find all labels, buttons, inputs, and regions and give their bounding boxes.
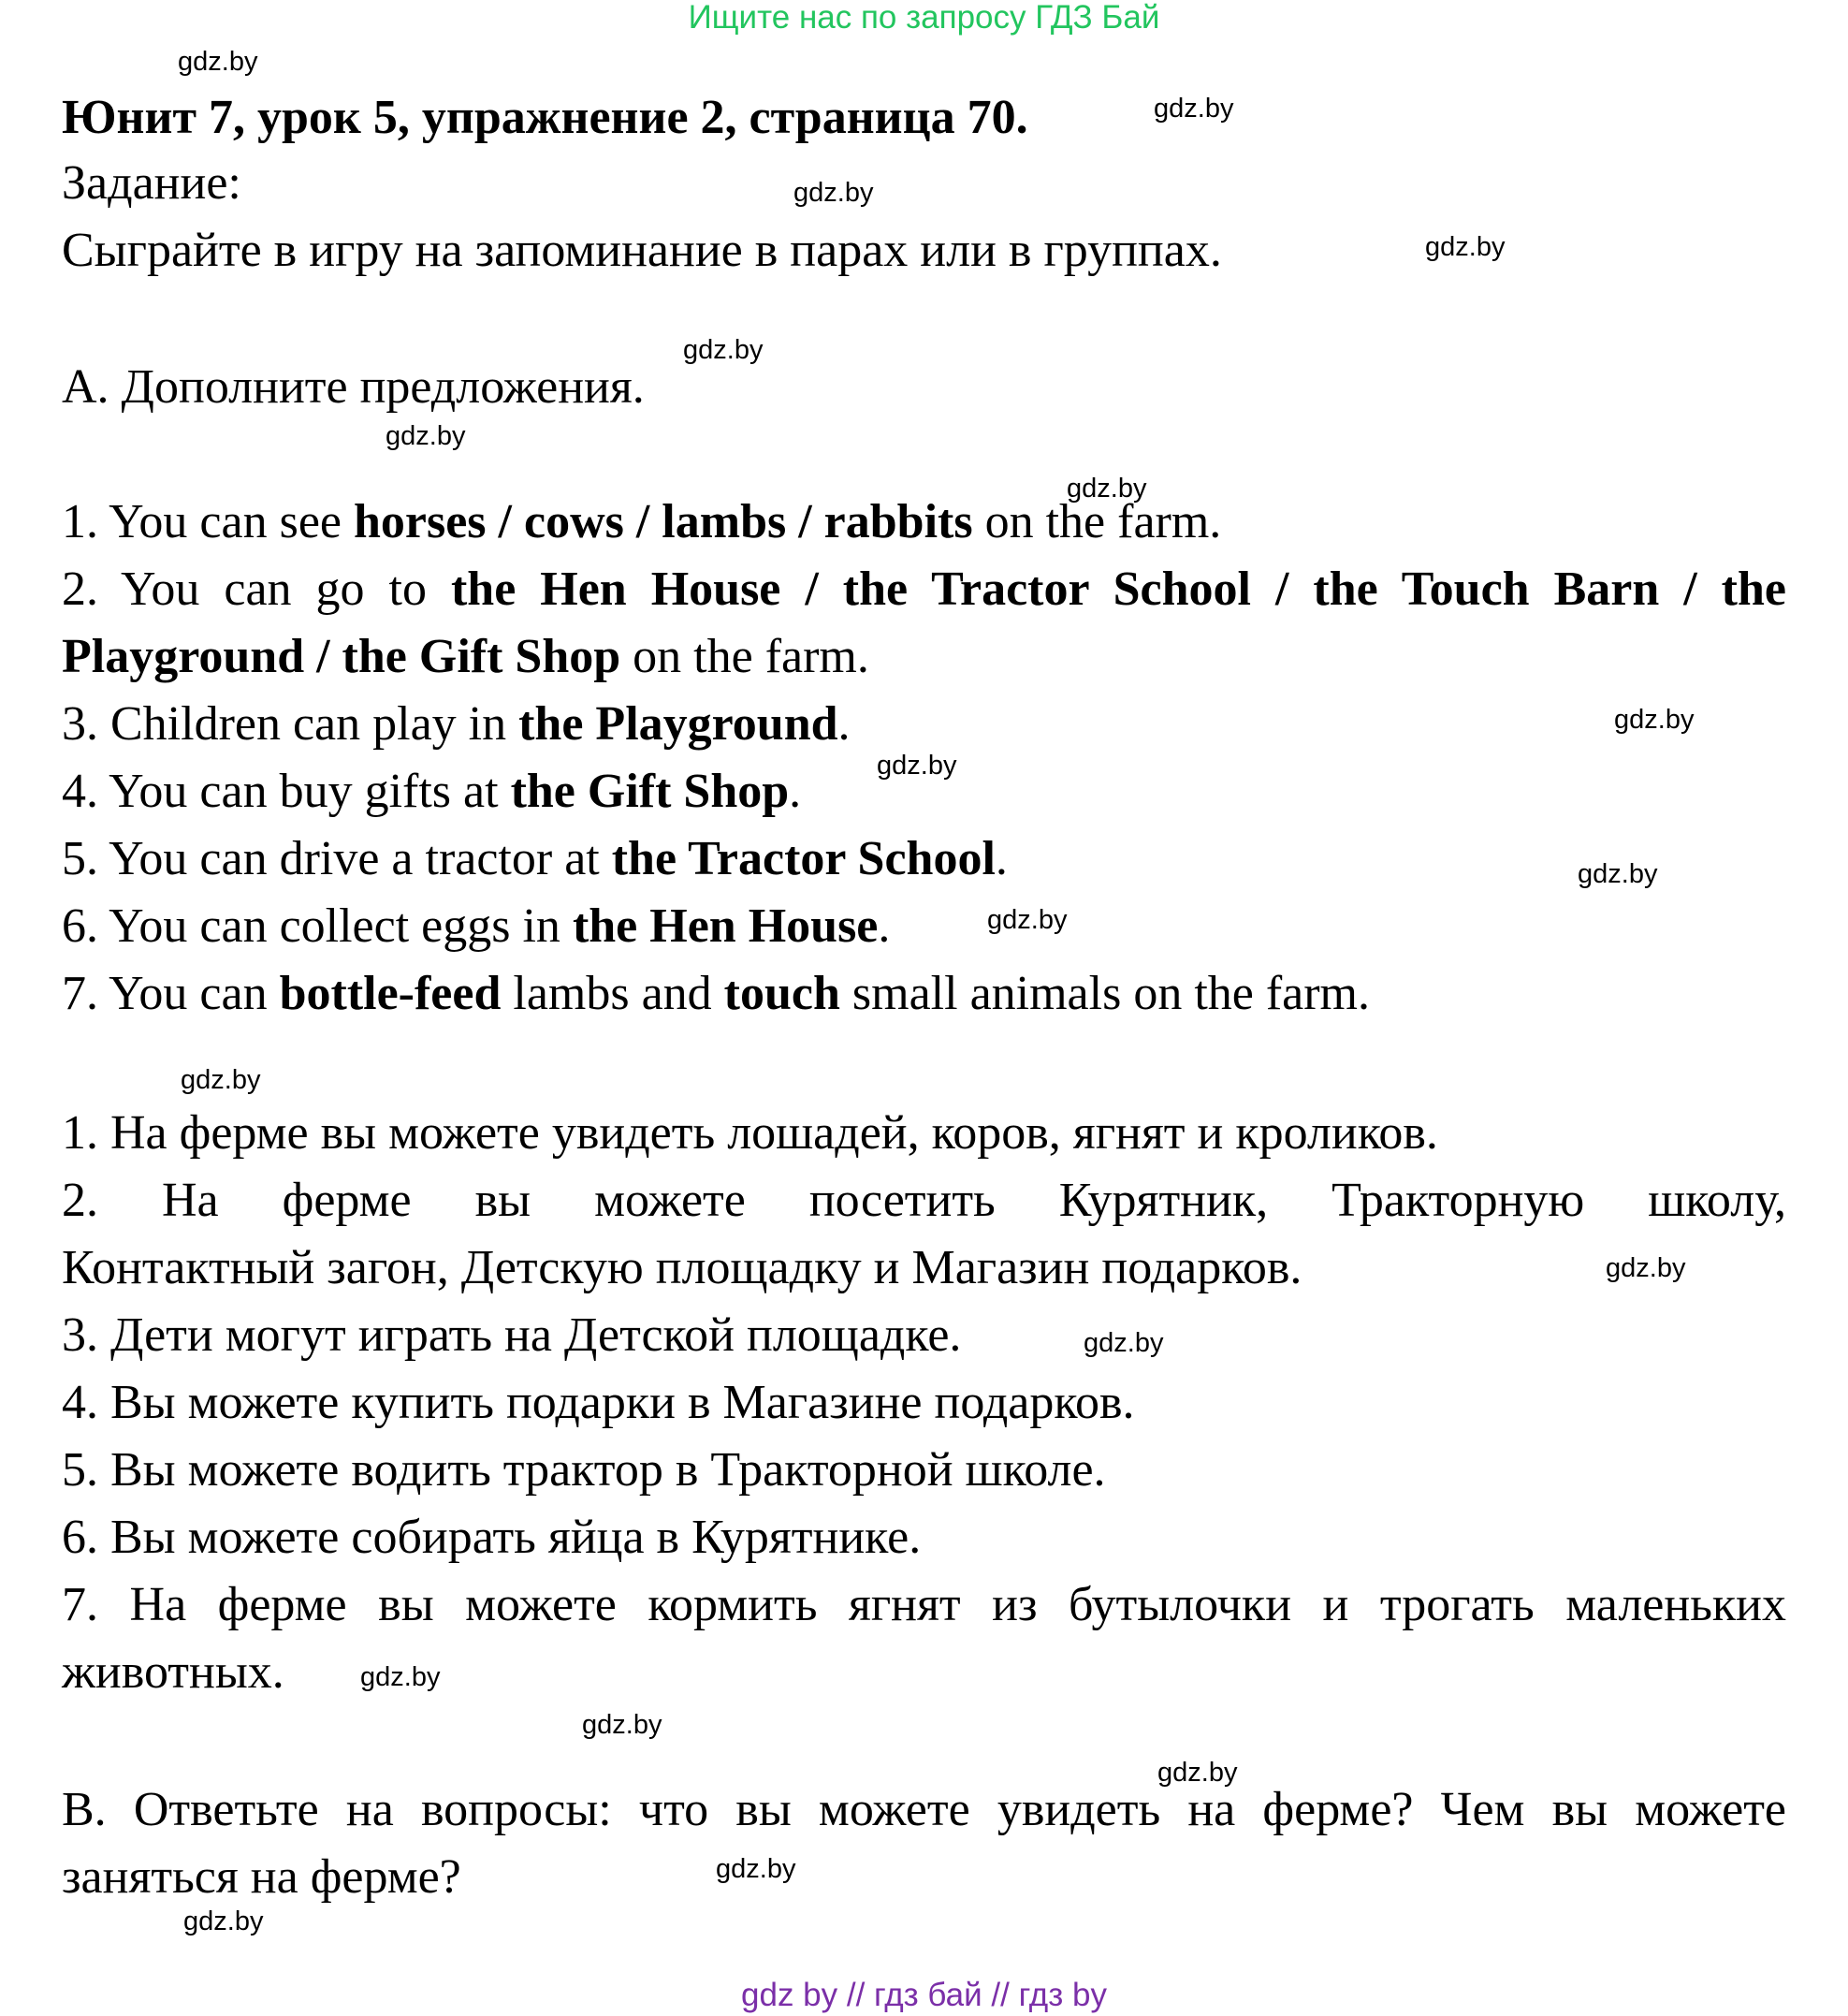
sentence-text: small animals on the farm. [839, 967, 1371, 1020]
answer-bold: the Tractor School [611, 832, 996, 885]
english-sentence [62, 489, 1786, 556]
russian-sentence-continued: животных. [62, 1645, 284, 1699]
sentence-text: on the farm. [972, 495, 1222, 548]
russian-sentence: 2. На ферме вы можете посетить Курятник, Тракторную школу, [62, 1174, 1786, 1227]
answer-bold: horses / cows / lambs / rabbits [353, 495, 973, 548]
english-sentence-continued [62, 623, 1786, 691]
sentence-text: 7. You can [62, 967, 280, 1020]
top-banner[interactable]: Ищите нас по запросу ГДЗ Бай [688, 0, 1160, 36]
answer-bold: the Gift Shop [510, 765, 790, 818]
watermark: gdz.by [1154, 94, 1234, 124]
answer-bold: bottle-feed [279, 967, 502, 1020]
watermark: gdz.by [360, 1662, 441, 1692]
watermark: gdz.by [582, 1710, 662, 1740]
answer-bold: Playground / the Gift Shop [62, 630, 621, 683]
watermark: gdz.by [178, 47, 258, 77]
english-sentence [62, 556, 1786, 623]
task-label: Задание: [62, 156, 241, 210]
russian-sentence: 3. Дети могут играть на Детской площадке. [62, 1308, 962, 1362]
sentence-text: 5. You can drive a tractor at [62, 832, 612, 885]
sentence-text: 4. You can buy gifts at [62, 765, 511, 818]
footer-links[interactable]: gdz by // гдз бай // гдз by [741, 1977, 1107, 2013]
answer-bold: the Hen House [572, 899, 879, 953]
watermark: gdz.by [183, 1906, 264, 1936]
russian-sentence: 4. Вы можете купить подарки в Магазине подарков. [62, 1376, 1135, 1429]
watermark: gdz.by [1425, 232, 1506, 262]
watermark: gdz.by [1067, 474, 1147, 504]
answer-bold: the Hen House / the Tractor School / the Touch Barn / the [450, 562, 1786, 616]
watermark: gdz.by [683, 335, 764, 365]
sentence-text: 1. You can see [62, 495, 354, 548]
watermark: gdz.by [716, 1854, 796, 1884]
answer-bold: touch [723, 967, 840, 1020]
english-sentence [62, 691, 1786, 758]
section-a-heading: А. Дополните предложения. [62, 360, 645, 414]
english-sentence [62, 825, 1786, 893]
sentence-text: 3. Children can play in [62, 697, 519, 751]
watermark: gdz.by [1084, 1328, 1164, 1358]
task-text: Сыграйте в игру на запоминание в парах или в группах. [62, 224, 1222, 277]
watermark: gdz.by [987, 905, 1068, 935]
watermark: gdz.by [1578, 859, 1658, 889]
sentence-text: 6. You can collect eggs in [62, 899, 573, 953]
russian-sentence: 1. На ферме вы можете увидеть лошадей, коров, ягнят и кроликов. [62, 1106, 1438, 1160]
russian-sentence: 7. На ферме вы можете кормить ягнят из бутылочки и трогать маленьких [62, 1578, 1786, 1631]
english-sentence [62, 893, 1786, 960]
english-sentence [62, 758, 1786, 825]
russian-sentence: 5. Вы можете водить трактор в Тракторной школе. [62, 1443, 1106, 1497]
watermark: gdz.by [1614, 705, 1695, 735]
watermark: gdz.by [1157, 1758, 1238, 1788]
sentence-text: . [789, 765, 802, 818]
page-title: Юнит 7, урок 5, упражнение 2, страница 70. [62, 91, 1028, 144]
watermark: gdz.by [877, 751, 957, 781]
sentence-text: . [837, 697, 851, 751]
sentence-text: . [878, 899, 891, 953]
section-b-heading-continued: заняться на ферме? [62, 1850, 461, 1904]
english-sentence [62, 960, 1786, 1028]
watermark: gdz.by [793, 178, 874, 208]
answer-bold: the Playground [518, 697, 838, 751]
sentence-text: . [995, 832, 1008, 885]
watermark: gdz.by [181, 1065, 261, 1095]
russian-sentence-continued: Контактный загон, Детскую площадку и Магазин подарков. [62, 1241, 1302, 1294]
sentence-text: lambs and [501, 967, 724, 1020]
section-b-heading: В. Ответьте на вопросы: что вы можете увидеть на ферме? Чем вы можете [62, 1783, 1786, 1836]
russian-sentence: 6. Вы можете собирать яйца в Курятнике. [62, 1511, 922, 1564]
sentence-text: on the farm. [620, 630, 869, 683]
sentence-text: 2. You can go to [62, 562, 451, 616]
watermark: gdz.by [386, 421, 466, 451]
watermark: gdz.by [1606, 1253, 1686, 1283]
